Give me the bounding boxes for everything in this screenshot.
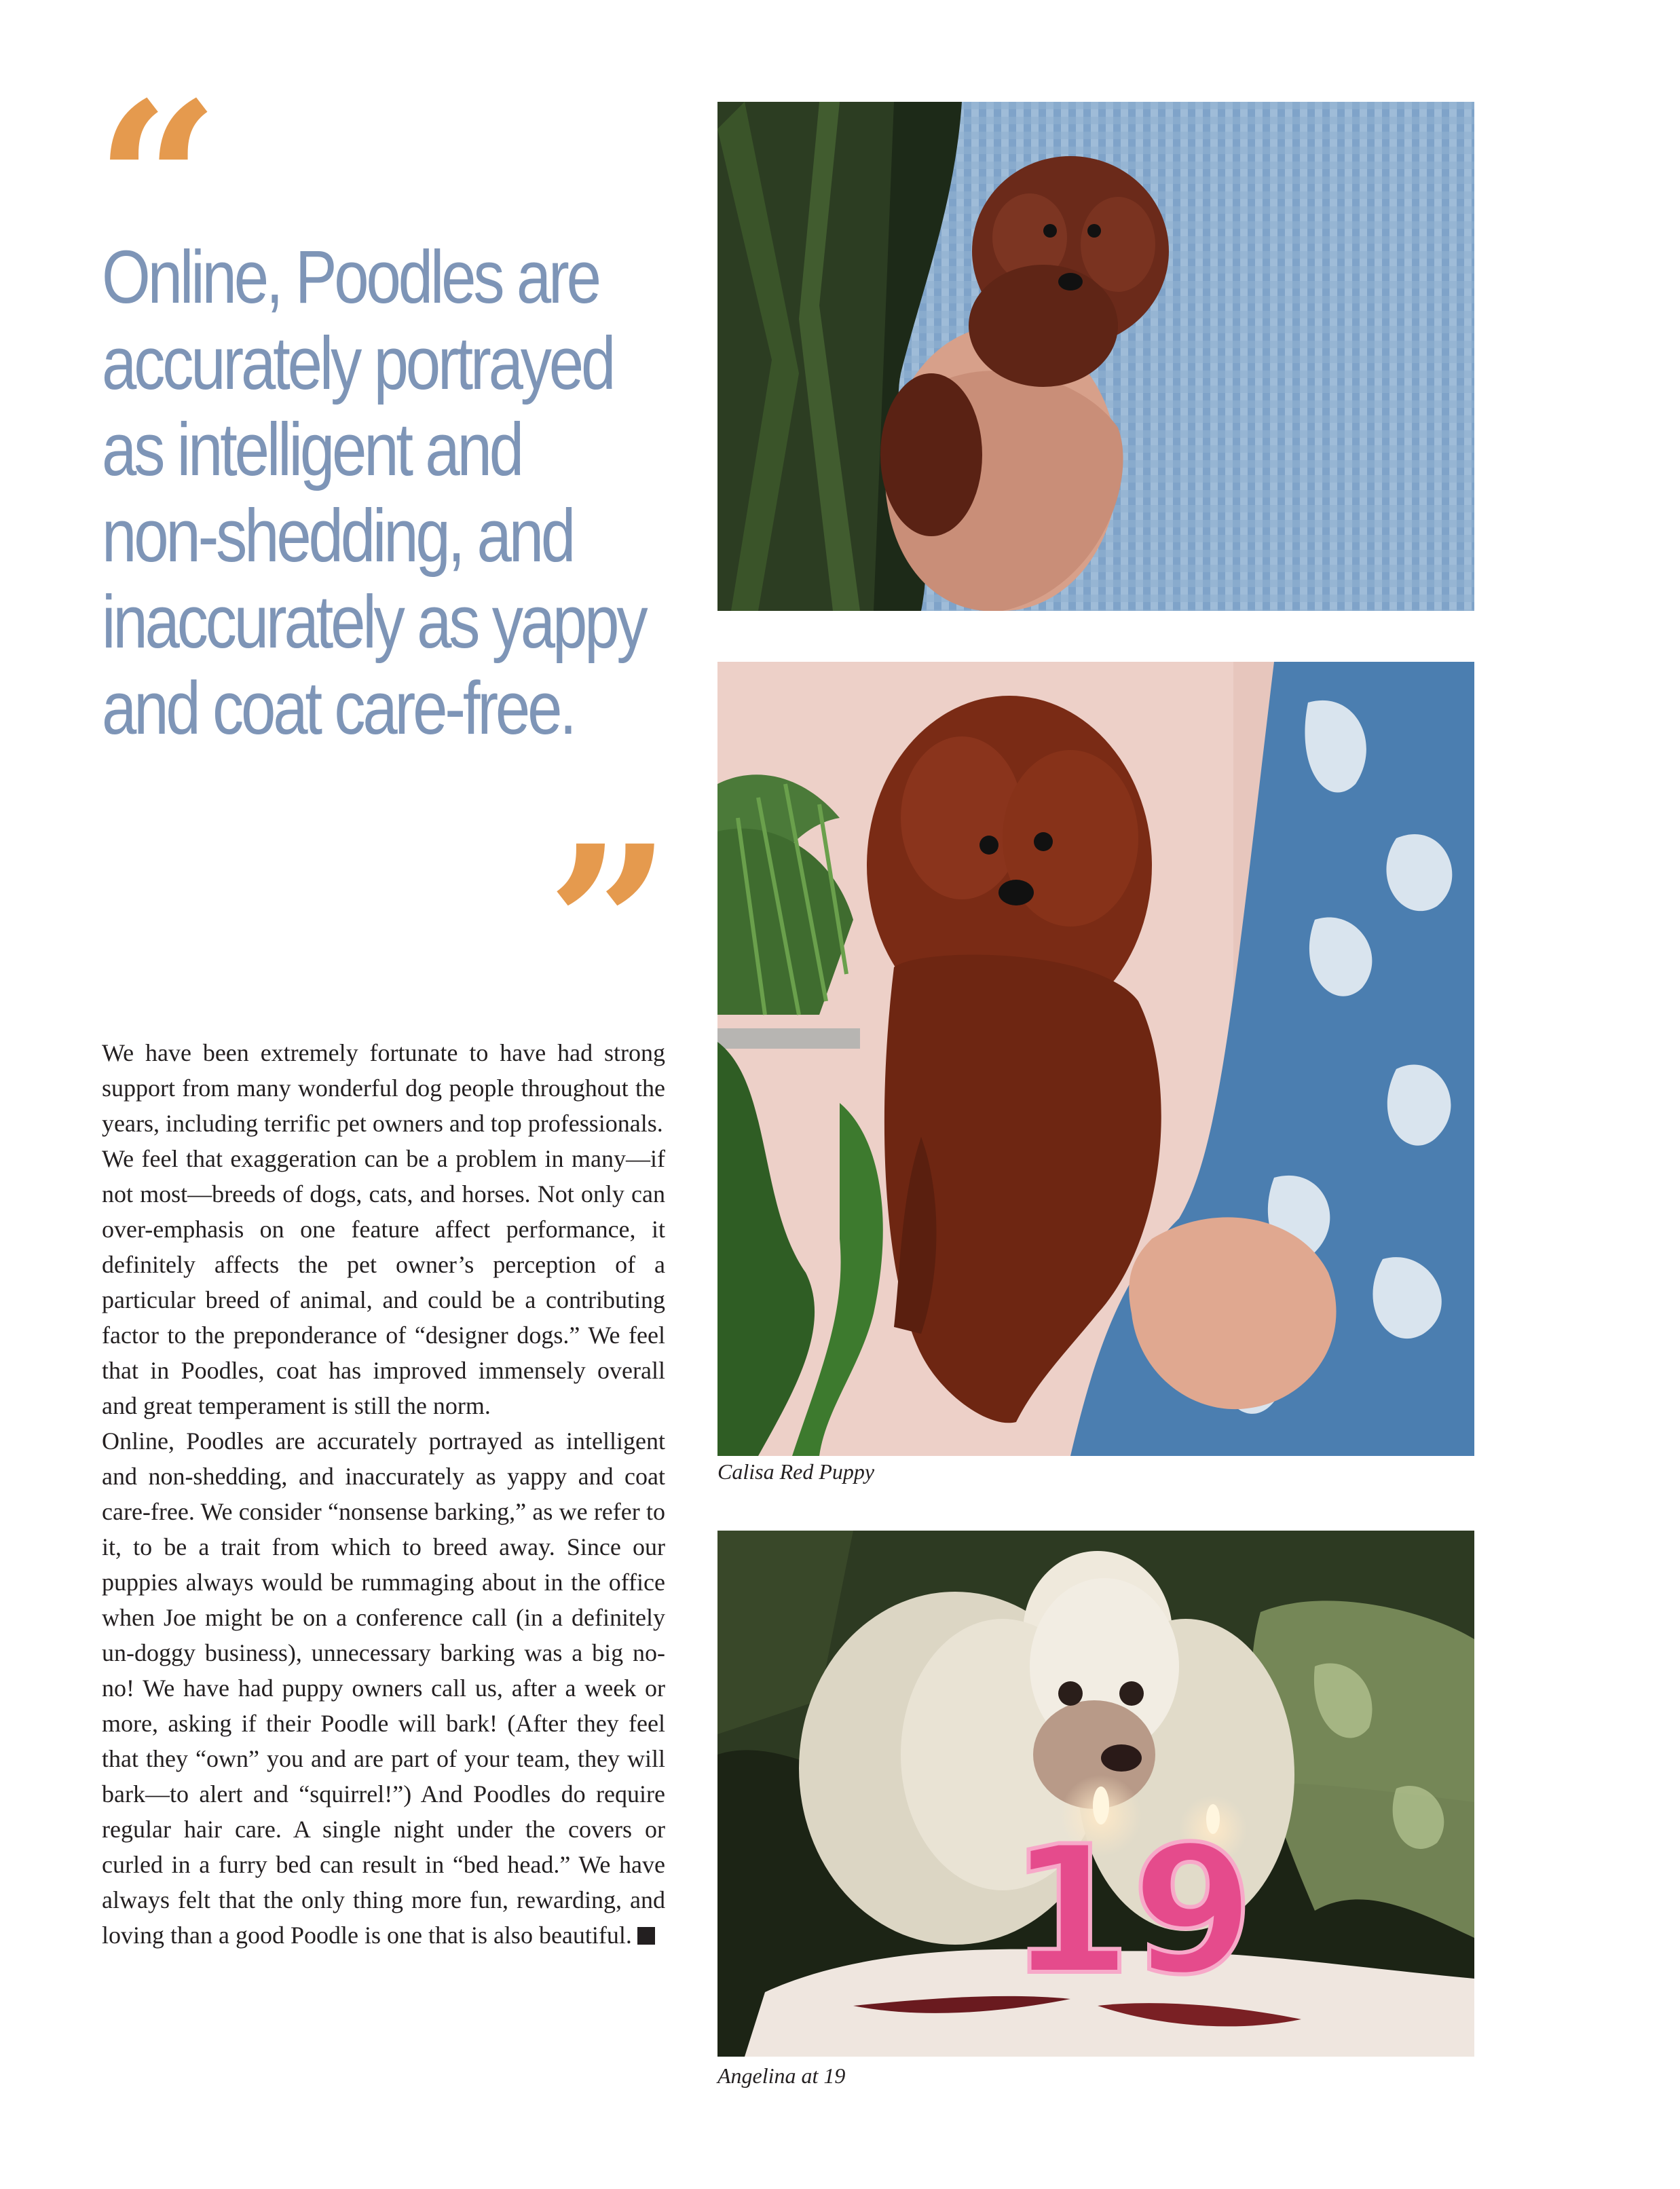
close-quote-mark: ” (546, 799, 672, 1053)
end-mark-icon (637, 1927, 655, 1945)
puppy-in-hand-image (717, 102, 1474, 611)
pull-quote (102, 234, 646, 751)
article-body (102, 1035, 665, 1953)
angelina-birthday-image (717, 1531, 1474, 2057)
photo-puppy-in-hand (717, 102, 1474, 611)
open-quote-mark: “ (95, 56, 221, 310)
pull-quote-line: non-shedding, and (102, 494, 574, 578)
pull-quote-line: inaccurately as yappy (102, 580, 646, 664)
pull-quote-line: and coat care-free. (102, 667, 574, 750)
photo-calisa-red-puppy (717, 662, 1474, 1456)
article-paragraph (102, 1423, 665, 1953)
photo-caption: Calisa Red Puppy (717, 1459, 875, 1484)
pull-quote-line: accurately portrayed (102, 322, 614, 405)
photo-caption: Angelina at 19 (717, 2063, 846, 2088)
article-paragraph-text: Online, Poodles are accurately portrayed as intelligent and non-shedding, and inaccurately as yappy and coat care-free. We consider “nonsense barking,” as we refer to it, to be a trait from which to breed away. Since our puppies always would be rummaging about in the office when Joe might be on a conference call (in a definitely un-doggy business), unnecessary barking was a big no-no! We have had puppy owners call us, after a week or more, asking if their Poodle will bark! (After they feel that they “own” you and are part of your team, they will bark—to alert and “squirrel!”) And Poodles do require regular hair care. A single night under the covers or curled in a furry bed can result in “bed head.” We have always felt that the only thing more fun, rewarding, and loving than a good Poodle is one that is also beautiful. (102, 1427, 665, 1949)
photo-angelina-birthday (717, 1531, 1474, 2057)
article-paragraph: We feel that exaggeration can be a problem in many—if not most—breeds of dogs, cats, and horses. Not only can over-emphasis on one feature affect performance, it definitely affects the pet owner’s perception of a particular breed of animal, and could be a contributing factor to the preponderance of “designer dogs.” We feel that in Poodles, coat has improved immensely overall and great temperament is still the norm. (102, 1145, 665, 1419)
article-paragraph: We have been extremely fortunate to have had strong support from many wonderful dog people throughout the years, including terrific pet owners and top professionals. (102, 1039, 665, 1137)
pull-quote-line: as intelligent and (102, 408, 521, 491)
candle-number: 19 (1009, 1809, 1254, 2014)
calisa-red-puppy-image (717, 662, 1474, 1456)
pull-quote-line: Online, Poodles are (102, 236, 599, 319)
